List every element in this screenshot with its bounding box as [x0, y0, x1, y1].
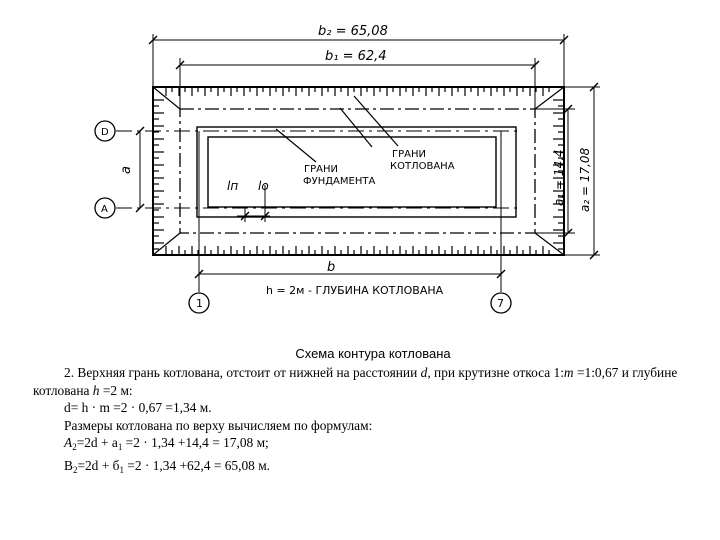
dim-label-b2: b₂ = 65,08: [318, 24, 388, 39]
paragraph-slope-distance: 2. Верхняя грань котлована, отстоит от нижней на расстоянии d, при крутизне откоса 1:m =1:0,67 и глубине котлована h =2 м:: [33, 365, 678, 398]
paragraph-formulas-intro: Размеры котлована по верху вычисляем по формулам:: [64, 417, 373, 433]
axis-label-7: 7: [497, 297, 504, 310]
label-foundation-edges-line2: ФУНДАМЕНТА: [303, 176, 376, 187]
pit-top-edge: [153, 87, 564, 255]
label-lo: lо: [258, 179, 269, 193]
dim-label-a: a: [119, 166, 134, 174]
leader-line-pit: [354, 96, 398, 146]
depth-note: h = 2м - ГЛУБИНА КОТЛОВАНА: [266, 284, 444, 297]
dim-label-b1: b₁ = 62,4: [325, 49, 387, 64]
dim-label-b: b: [327, 260, 336, 275]
axis-label-D: D: [101, 127, 109, 138]
slope-hatching: [153, 87, 564, 255]
dim-label-a2: a₂ = 17,08: [578, 147, 592, 212]
leader-line-foundation: [276, 129, 316, 162]
calculation-text: [33, 364, 678, 480]
dim-label-a1: a₁ = 14,4: [552, 149, 566, 206]
figure-caption: Схема контура котлована: [295, 346, 451, 361]
label-foundation-edges-line1: ГРАНИ: [304, 164, 338, 175]
label-lp: lп: [227, 179, 239, 193]
label-pit-edges-line2: КОТЛОВАНА: [390, 161, 455, 172]
formula-a2: $A_2=2d + a_1 =2 \cdot 1,34 +14,4 = 17,08$ м;: [64, 435, 269, 453]
axis-label-A: A: [101, 204, 108, 215]
foundation-outer-edge: [197, 127, 516, 217]
axis-label-1: 1: [196, 297, 203, 310]
formula-b2: $B_2=2d + б_1 =2 \cdot 1,34 +62,4 = 65,08$ м.: [64, 457, 271, 475]
foundation-inner-edge: [208, 137, 496, 207]
formula-d: d= h · m =2 · 0,67 =1,34 м.: [64, 400, 212, 416]
label-pit-edges-line1: ГРАНИ: [392, 149, 426, 160]
